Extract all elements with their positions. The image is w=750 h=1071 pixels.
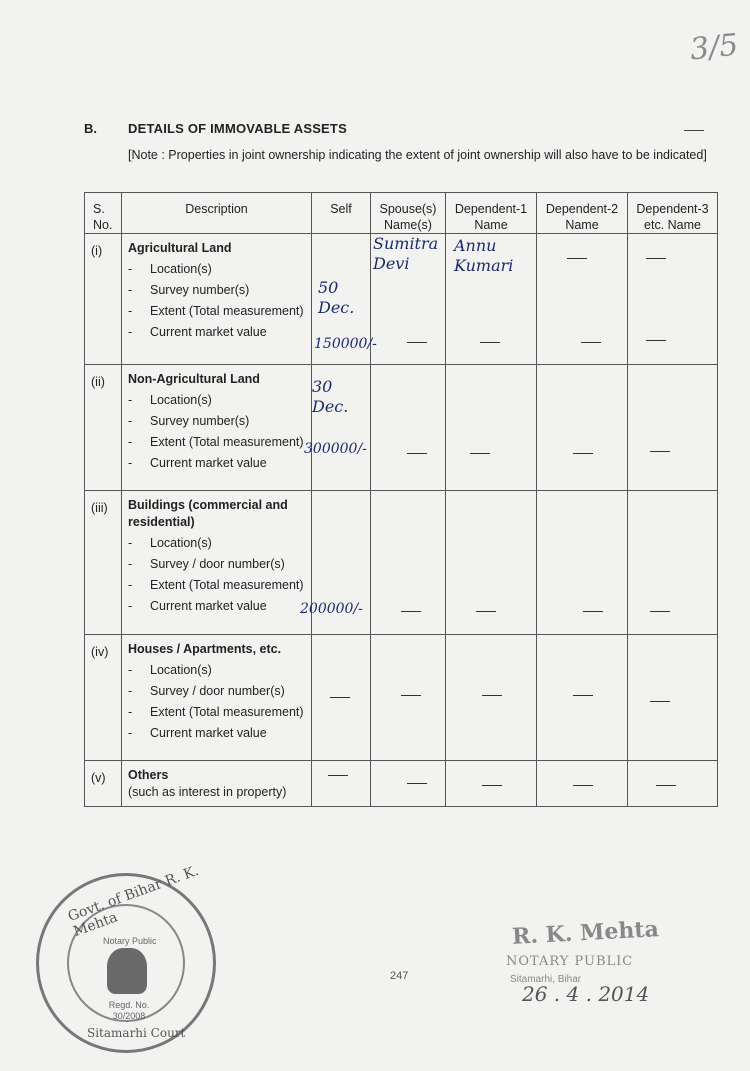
emblem-icon — [107, 948, 147, 994]
empty-dash — [567, 258, 587, 259]
handwritten-spouse-name: Sumitra Devi — [373, 234, 439, 273]
empty-dash — [573, 695, 593, 696]
seal-bottom-text: Sitamarhi Court — [87, 1026, 186, 1040]
sub-item: - Current market value — [128, 455, 307, 471]
dependent-2-cell — [537, 234, 628, 365]
notary-title: NOTARY PUBLIC — [506, 954, 634, 969]
empty-dash — [573, 453, 593, 454]
empty-dash — [583, 611, 603, 612]
empty-dash — [482, 785, 502, 786]
category-label: Non-Agricultural Land — [128, 372, 260, 386]
category-label: Buildings (commercial and residential) — [128, 498, 288, 529]
sub-item: - Survey / door number(s) — [128, 683, 307, 699]
handwritten-date: 26 . 4 . 2014 — [522, 982, 650, 1006]
row-sno: (iii) — [85, 491, 122, 635]
dependent-3-cell — [628, 761, 718, 807]
dependent-1-cell — [446, 491, 537, 635]
table-row — [85, 761, 718, 807]
sub-item: - Location(s) — [128, 662, 307, 678]
category-note: (such as interest in property) — [128, 785, 287, 799]
dependent-1-cell — [446, 761, 537, 807]
row-description — [122, 635, 312, 761]
row-sno: (v) — [85, 761, 122, 807]
self-cell — [312, 234, 377, 365]
empty-dash — [650, 701, 670, 702]
table-row — [85, 491, 718, 635]
self-cell — [304, 365, 371, 491]
empty-dash — [407, 342, 427, 343]
header-spouse: Spouse(s) Name(s) — [371, 193, 446, 234]
empty-dash — [650, 611, 670, 612]
seal-reg-text: Regd. No. 30/2008 — [108, 1000, 150, 1021]
row-description — [122, 491, 312, 635]
empty-dash — [476, 611, 496, 612]
handwritten-value: 150000/- — [314, 336, 377, 352]
seal-inner-text: Notary Public — [103, 936, 157, 946]
dependent-2-cell — [537, 761, 628, 807]
empty-dash — [401, 611, 421, 612]
sub-item: - Survey / door number(s) — [128, 556, 307, 572]
empty-dash — [650, 451, 670, 452]
sub-item: - Current market value — [128, 725, 307, 741]
table-row — [85, 365, 718, 491]
section-title: DETAILS OF IMMOVABLE ASSETS — [128, 121, 347, 136]
table-header-row — [85, 193, 718, 234]
self-cell — [312, 635, 371, 761]
notary-seal — [36, 862, 216, 1053]
sub-item: - Survey number(s) — [128, 413, 307, 429]
notary-place: Sitamarhi, Bihar — [510, 974, 582, 985]
dependent-2-cell — [537, 491, 628, 635]
header-dependent-3: Dependent-3 etc. Name — [628, 193, 718, 234]
dependent-3-cell — [628, 491, 718, 635]
handwritten-page-mark: 3/5 — [688, 27, 740, 68]
row-sno: (ii) — [85, 365, 122, 491]
dependent-2-cell — [537, 365, 628, 491]
self-cell — [312, 761, 371, 807]
empty-dash — [656, 785, 676, 786]
dependent-1-cell — [446, 635, 537, 761]
spouse-cell — [371, 491, 446, 635]
dependent-1-cell — [446, 365, 537, 491]
spouse-cell — [371, 761, 446, 807]
empty-dash — [330, 697, 350, 698]
row-sno: (i) — [85, 234, 122, 365]
category-label: Others — [128, 768, 169, 782]
handwritten-value: 300000/- — [304, 441, 367, 457]
row-description — [122, 365, 312, 491]
immovable-assets-table — [84, 192, 718, 807]
sub-item: - Location(s) — [128, 535, 307, 551]
sub-item: - Location(s) — [128, 261, 307, 277]
empty-dash — [480, 342, 500, 343]
empty-dash — [573, 785, 593, 786]
handwritten-value: 200000/- — [300, 601, 363, 617]
empty-dash — [328, 775, 348, 776]
page-number: 247 — [390, 970, 409, 982]
category-label: Agricultural Land — [128, 241, 232, 255]
row-description — [122, 761, 312, 807]
sub-item: - Extent (Total measurement) — [128, 577, 307, 593]
header-description: Description — [122, 193, 312, 234]
table-row — [85, 635, 718, 761]
handwritten-dependent-name: Annu Kumari — [454, 236, 514, 275]
sub-item: - Survey number(s) — [128, 282, 307, 298]
empty-dash — [482, 695, 502, 696]
sub-item: - Current market value — [128, 598, 307, 614]
spouse-cell — [371, 365, 446, 491]
header-sno: S. No. — [85, 193, 122, 234]
empty-dash — [407, 453, 427, 454]
empty-dash — [401, 695, 421, 696]
self-cell — [300, 491, 371, 635]
sub-item: - Extent (Total measurement) — [128, 704, 307, 720]
sub-item: - Extent (Total measurement) — [128, 434, 307, 450]
empty-dash — [646, 258, 666, 259]
empty-dash — [407, 783, 427, 784]
seal-outer-text: Govt. of Bihar R. K. Mehta — [65, 862, 201, 941]
dependent-2-cell — [537, 635, 628, 761]
category-label: Houses / Apartments, etc. — [128, 642, 282, 656]
empty-dash — [581, 342, 601, 343]
notary-stamp — [500, 912, 700, 1022]
section-note: [Note : Properties in joint ownership indicating the extent of joint ownership will also have to be indicated] — [128, 148, 707, 162]
dependent-3-cell — [628, 365, 718, 491]
table-row — [85, 234, 718, 365]
section-number: B. — [84, 121, 97, 136]
dependent-3-cell — [628, 234, 718, 365]
dependent-1-cell — [446, 234, 537, 365]
header-dependent-1: Dependent-1 Name — [446, 193, 537, 234]
sub-item: - Location(s) — [128, 392, 307, 408]
spouse-cell — [371, 635, 446, 761]
spouse-cell — [371, 234, 446, 365]
sub-item: - Extent (Total measurement) — [128, 303, 307, 319]
notary-name: R. K. Mehta — [511, 916, 660, 950]
header-dependent-2: Dependent-2 Name — [537, 193, 628, 234]
handwritten-extent: 50 Dec. — [318, 278, 355, 317]
handwritten-extent: 30 Dec. — [312, 377, 349, 416]
margin-dash — [684, 130, 704, 131]
dependent-3-cell — [628, 635, 718, 761]
row-sno: (iv) — [85, 635, 122, 761]
sub-item: - Current market value — [128, 324, 307, 340]
header-self: Self — [312, 193, 371, 234]
row-description — [122, 234, 312, 365]
empty-dash — [646, 340, 666, 341]
empty-dash — [470, 453, 490, 454]
